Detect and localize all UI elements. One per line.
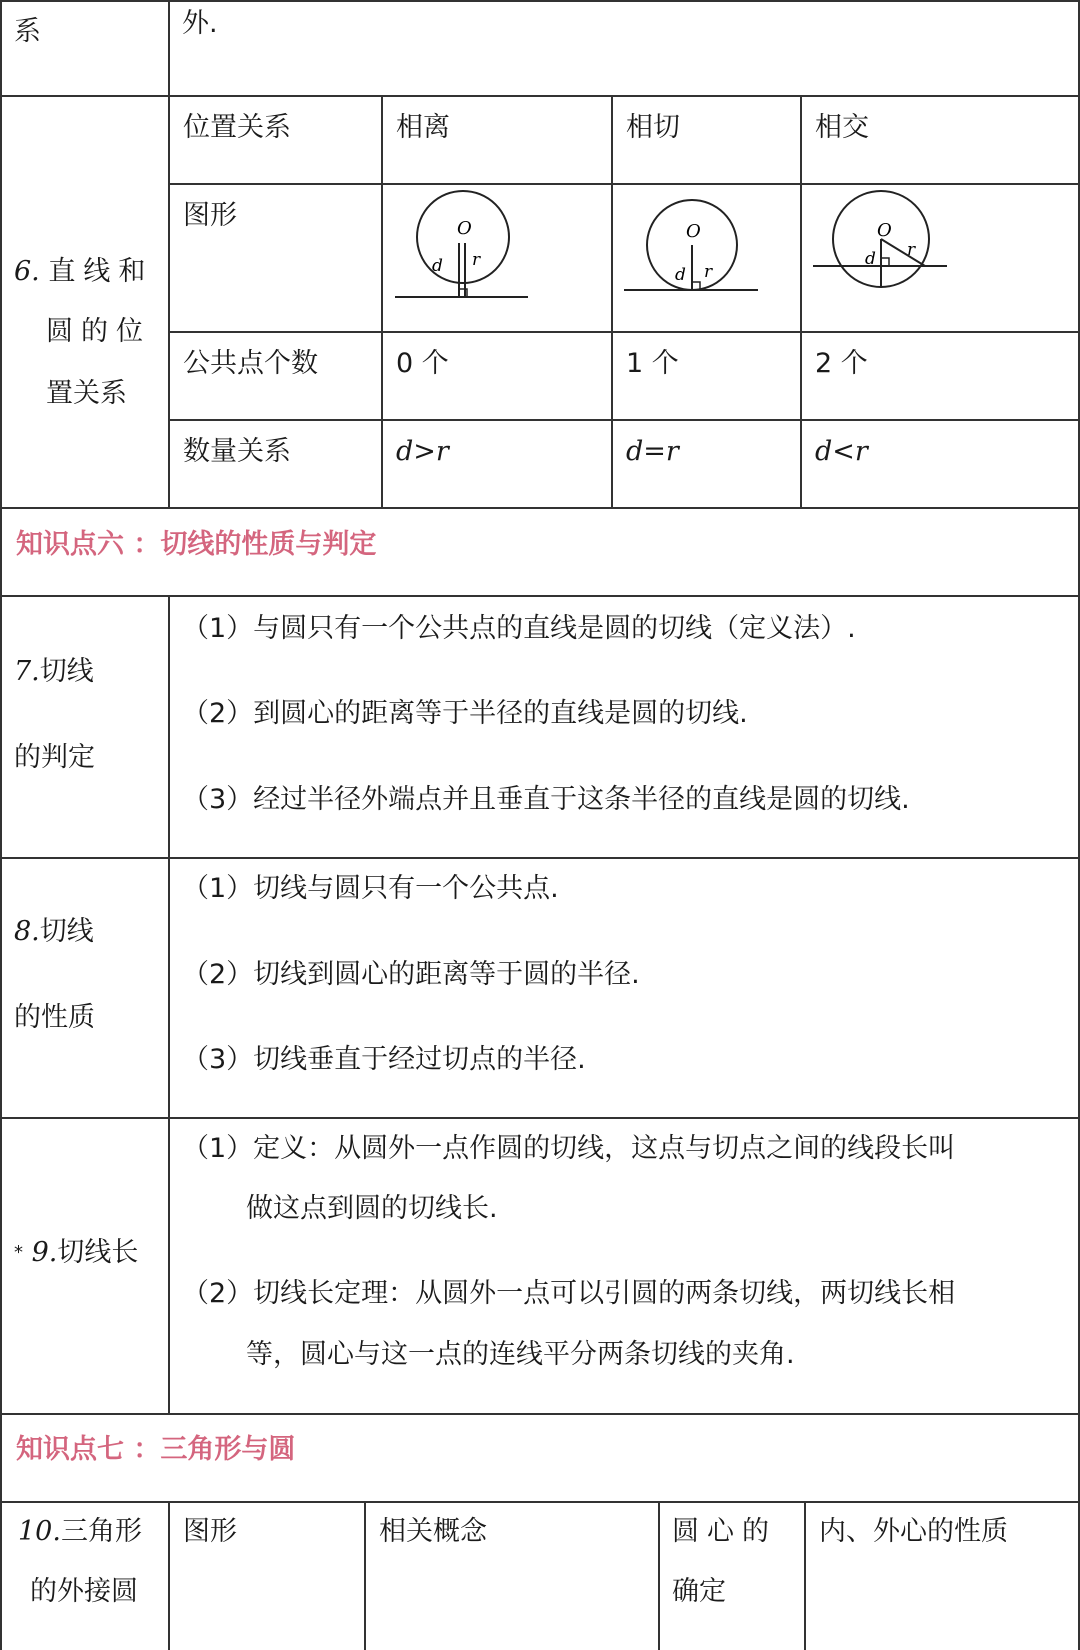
col-divider bbox=[168, 595, 170, 1413]
col-divider bbox=[168, 1501, 170, 1650]
header-cell: 相切 bbox=[626, 112, 680, 143]
row-label-tangent-judge bbox=[14, 654, 94, 690]
row-divider bbox=[0, 507, 1080, 509]
header-cell: 相关概念 bbox=[379, 1516, 487, 1547]
row-label-position bbox=[14, 254, 153, 290]
list-item: （3）经过半径外端点并且垂直于这条半径的直线是圆的切线. bbox=[182, 784, 910, 815]
row-label-line: 三角形 bbox=[60, 1516, 142, 1547]
header-cell: 确定 bbox=[672, 1576, 726, 1607]
radius-letter: r bbox=[472, 250, 481, 270]
figure-label: 图形 bbox=[183, 200, 237, 231]
row-label-line: 的判定 bbox=[14, 742, 95, 773]
row-divider bbox=[0, 95, 1080, 97]
header-cell: 圆心的 bbox=[672, 1516, 777, 1547]
quantity-value: d>r bbox=[396, 436, 449, 467]
common-points-label: 公共点个数 bbox=[183, 348, 318, 379]
row-number: 10. bbox=[18, 1516, 61, 1547]
row-label-line: 的外接圆 bbox=[30, 1576, 138, 1607]
common-points-value: 0 个 bbox=[396, 348, 449, 379]
row-divider bbox=[0, 1117, 1080, 1119]
row-number: 7. bbox=[14, 656, 40, 687]
row-divider bbox=[0, 595, 1080, 597]
row-label-line: 的性质 bbox=[14, 1002, 95, 1033]
col-divider bbox=[364, 1501, 366, 1650]
quantity-value: d<r bbox=[815, 436, 868, 467]
quantity-value: d=r bbox=[626, 436, 679, 467]
table-border-top bbox=[0, 0, 1080, 2]
row-label-circumcircle bbox=[18, 1514, 142, 1550]
list-item: （1）定义：从圆外一点作圆的切线，这点与切点之间的线段长叫 bbox=[182, 1133, 956, 1164]
row-label-line: 切线 bbox=[39, 656, 94, 687]
header-cell: 图形 bbox=[183, 1516, 237, 1547]
header-cell: 位置关系 bbox=[183, 112, 291, 143]
radius-letter: r bbox=[907, 240, 916, 260]
distance-letter: d bbox=[865, 249, 876, 269]
list-item: （2）切线到圆心的距离等于圆的半径. bbox=[182, 959, 640, 990]
section-heading: 知识点六 ：切线的性质与判定 bbox=[16, 529, 377, 560]
row-divider bbox=[0, 1413, 1080, 1415]
list-item: （2）到圆心的距离等于半径的直线是圆的切线. bbox=[182, 698, 748, 729]
row-content-fragment: 外. bbox=[182, 8, 218, 39]
row-label-line: 直线和 bbox=[48, 256, 154, 287]
figure-tangent bbox=[612, 185, 800, 330]
header-cell: 内、外心的性质 bbox=[819, 1516, 1008, 1547]
row-label-fragment: 系 bbox=[14, 16, 41, 47]
table-border-left bbox=[0, 0, 2, 1650]
col-divider bbox=[658, 1501, 660, 1650]
center-letter: O bbox=[877, 220, 892, 241]
optional-star: * bbox=[14, 1242, 23, 1263]
common-points-value: 1 个 bbox=[626, 348, 679, 379]
distance-letter: d bbox=[432, 256, 443, 276]
row-label-tangent-length bbox=[14, 1235, 138, 1271]
row-divider bbox=[0, 857, 1080, 859]
row-label-tangent-property bbox=[14, 914, 94, 950]
row-label-line: 切线 bbox=[39, 916, 94, 947]
radius-letter: r bbox=[704, 262, 713, 282]
row-number: 9. bbox=[31, 1237, 58, 1268]
row-divider bbox=[0, 1501, 1080, 1503]
row-label-line: 切线长 bbox=[57, 1237, 139, 1268]
col-divider bbox=[804, 1501, 806, 1650]
list-item-continuation: 做这点到圆的切线长. bbox=[246, 1193, 498, 1224]
list-item-continuation: 等，圆心与这一点的连线平分两条切线的夹角. bbox=[246, 1339, 795, 1370]
section-heading: 知识点七 ：三角形与圆 bbox=[16, 1434, 296, 1465]
row-label-line: 圆的位 bbox=[46, 316, 151, 347]
quantity-label: 数量关系 bbox=[183, 436, 291, 467]
list-item: （1）切线与圆只有一个公共点. bbox=[182, 873, 559, 904]
header-cell: 相离 bbox=[396, 112, 450, 143]
list-item: （1）与圆只有一个公共点的直线是圆的切线（定义法）. bbox=[182, 613, 856, 644]
row-number: 8. bbox=[14, 916, 40, 947]
col-divider bbox=[168, 0, 170, 507]
header-cell: 相交 bbox=[815, 112, 869, 143]
figure-intersect bbox=[801, 185, 1077, 330]
list-item: （2）切线长定理：从圆外一点可以引圆的两条切线，两切线长相 bbox=[182, 1278, 956, 1309]
row-number: 6. bbox=[14, 256, 40, 287]
common-points-value: 2 个 bbox=[815, 348, 868, 379]
distance-letter: d bbox=[675, 265, 686, 285]
figure-separate bbox=[382, 185, 610, 330]
row-divider bbox=[168, 331, 1080, 333]
row-divider bbox=[168, 419, 1080, 421]
list-item: （3）切线垂直于经过切点的半径. bbox=[182, 1044, 586, 1075]
center-letter: O bbox=[686, 221, 701, 242]
center-letter: O bbox=[457, 218, 472, 239]
row-label-line: 置关系 bbox=[46, 378, 127, 409]
